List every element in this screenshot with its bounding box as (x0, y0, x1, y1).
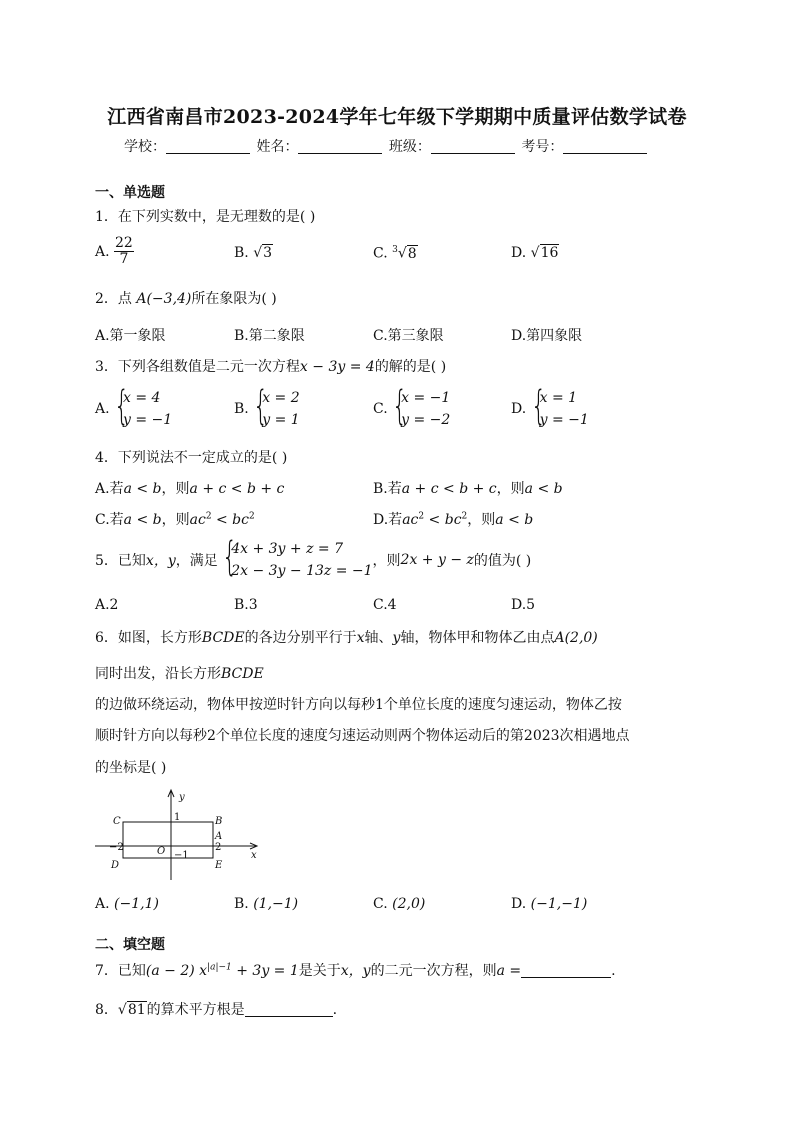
q3-option-a[interactable]: A. { x = 4 y = −1 (95, 383, 173, 429)
student-info-line (124, 136, 649, 156)
q2-option-d[interactable]: D.第四象限 (511, 328, 583, 344)
rectangle-bcde (123, 822, 213, 858)
equation-system: { 4x + 3y + z = 7 2x − 3y − 13z = −1 (222, 534, 373, 580)
q7-answer-blank[interactable] (521, 963, 611, 978)
equation-system: { x = 1 y = −1 (530, 383, 589, 429)
sqrt-symbol: √3 (253, 245, 273, 261)
class-blank[interactable] (431, 139, 515, 154)
tick-label-neg2: −2 (109, 842, 124, 853)
point-b-label: B (215, 816, 223, 827)
q6-option-c[interactable]: C. (2,0) (373, 896, 426, 912)
question-7: 7．已知(a − 2) $x^{|a|-1} + 3y = 1$是关于x，y的二元一次方程，则a = . (95, 962, 616, 979)
question-1-stem: 1．在下列实数中，是无理数的是( ) (95, 209, 316, 225)
question-3-stem: 3．下列各组数值是二元一次方程x − 3y = 4的解的是( ) (95, 359, 447, 375)
sqrt-symbol: √16 (530, 245, 559, 261)
question-6-line-3: 的边做环绕运动，物体甲按逆时针方向以每秒1个单位长度的速度匀速运动，物体乙按 (95, 697, 622, 713)
question-8: 8．√81的算术平方根是 . (95, 1002, 338, 1018)
question-5-stem: 5．已知x，y，满足 { 4x + 3y + z = 7 2x − 3y − 13z = −1 ，则2x + y − z的值为( ) (95, 534, 532, 580)
rectangle-coordinate-figure (95, 788, 265, 882)
question-6-line-5: 的坐标是( ) (95, 760, 167, 776)
number-blank[interactable] (563, 139, 647, 154)
tick-label-1: 1 (174, 812, 181, 823)
equation-system: { x = 2 y = 1 (253, 383, 300, 429)
tick-label-2: 2 (215, 842, 222, 853)
point-a-label: A (215, 831, 223, 842)
q2-option-c[interactable]: C.第三象限 (373, 328, 444, 344)
q5-option-a[interactable]: A.2 (95, 597, 119, 613)
y-axis-label: y (179, 792, 185, 803)
q5-option-d[interactable]: D.5 (511, 597, 536, 613)
cube-root-symbol: $^3$√8 (392, 245, 417, 262)
q4-option-c[interactable]: C.若a < b，则$ac^2 < bc^2$ (95, 511, 255, 528)
section-heading-single-choice: 一、单选题 (95, 185, 165, 201)
q2-option-a[interactable]: A.第一象限 (95, 328, 166, 344)
equation-system: { x = −1 y = −2 (392, 383, 451, 429)
sqrt-symbol: √81 (117, 1002, 146, 1018)
q1-option-a[interactable]: A. $\frac{22}{7}$ (95, 235, 133, 268)
tick-label-neg1: −1 (174, 850, 189, 861)
question-6-line-4: 顺时针方向以每秒2个单位长度的速度匀速运动则两个物体运动后的第2023次相遇地点 (95, 728, 630, 744)
school-label: 学校： (124, 139, 166, 155)
number-label: 考号： (521, 139, 564, 155)
q4-option-d[interactable]: D.若$ac^2 < bc^2$，则a < b (373, 511, 534, 528)
exam-title: 江西省南昌市2023-2024学年七年级下学期期中质量评估数学试卷 (107, 106, 687, 128)
name-blank[interactable] (298, 139, 382, 154)
q5-option-c[interactable]: C.4 (373, 597, 397, 613)
q8-answer-blank[interactable] (245, 1002, 333, 1017)
question-6-line-2: 同时出发，沿长方形BCDE (95, 666, 264, 682)
section-heading-fill-blank: 二、填空题 (95, 937, 165, 953)
point-e-label: E (215, 860, 223, 871)
q1-option-d[interactable]: D. √16 (511, 245, 559, 261)
q4-option-b[interactable]: B.若a + c < b + c，则a < b (373, 481, 563, 497)
q4-option-a[interactable]: A.若a < b，则a + c < b + c (95, 481, 285, 497)
point-c-label: C (113, 816, 121, 827)
name-label: 姓名： (256, 139, 299, 155)
question-4-stem: 4．下列说法不一定成立的是( ) (95, 450, 288, 466)
q5-option-b[interactable]: B.3 (234, 597, 258, 613)
x-axis-label: x (251, 850, 257, 861)
q1-option-c[interactable]: C. $^3$√8 (373, 245, 417, 262)
q3-option-c[interactable]: C. { x = −1 y = −2 (373, 383, 451, 429)
q6-option-a[interactable]: A. (−1,1) (95, 896, 159, 912)
point-d-label: D (111, 860, 120, 871)
q2-option-b[interactable]: B.第二象限 (234, 328, 305, 344)
q3-option-b[interactable]: B. { x = 2 y = 1 (234, 383, 300, 429)
class-label: 班级： (388, 139, 431, 155)
origin-label: O (157, 846, 166, 857)
question-6-line-1: 6．如图，长方形BCDE的各边分别平行于x轴、y轴，物体甲和物体乙由点A(2,0) (95, 630, 598, 646)
q3-option-d[interactable]: D. { x = 1 y = −1 (511, 383, 589, 429)
question-2-stem: 2．点 A(−3,4)所在象限为( ) (95, 291, 277, 307)
fraction: $\frac{22}{7}$ (115, 235, 133, 268)
school-blank[interactable] (166, 139, 250, 154)
q1-option-b[interactable]: B. √3 (234, 245, 273, 261)
equation-system: { x = 4 y = −1 (114, 383, 173, 429)
q6-option-b[interactable]: B. (1,−1) (234, 896, 299, 912)
q6-option-d[interactable]: D. (−1,−1) (511, 896, 588, 912)
